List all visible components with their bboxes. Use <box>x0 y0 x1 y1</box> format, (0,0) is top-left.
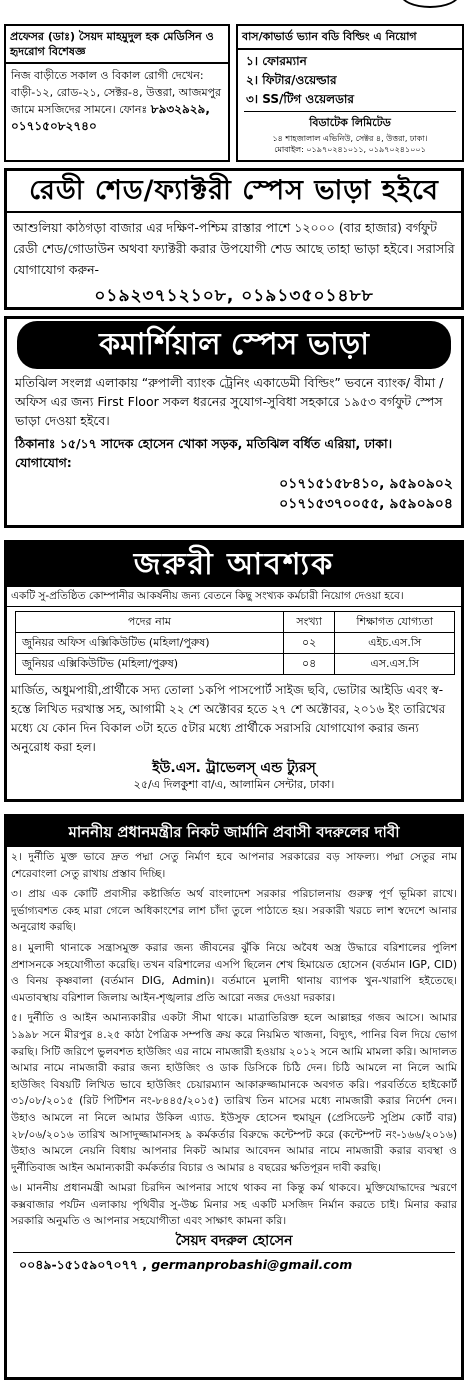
shed-ad-phones: ০১৯২৩৭১২১০৮, ০১৯১৩৫০১৪৮৮ <box>94 286 374 306</box>
table-cell: জুনিয়র এক্সিকিউটিভ (মহিলা/পুরুষ) <box>16 654 284 675</box>
urgent-ad-text: মার্জিত, অধুমপায়ী,প্রার্থীকে সদ্য তোলা ১কপি পাসপোর্ট সাইজ ছবি, ভোটার আইডি এবং স্ব-হস্তে লিখিত দরখাস্ত সহ, আগামী ২২ শে অক্টোবর হতে ২৭ শে অক্টোবর, ২০১৬ ইং তারিখের মধ্যে যে কোন দিন বিকাল ৩টা হতে ৫টার মধ্যে প্রার্থীকে সরাসরি যোগাযোগ করার জন্য অনুরোধ করা হল। <box>11 683 446 754</box>
table-cell: ০৪ <box>283 654 335 675</box>
doctor-ad-heading: প্রফেসর (ডাঃ) সৈয়দ মাহমুদুল হক মেডিসিন ও হৃদরোগ বিশেষজ্ঞ <box>6 26 228 64</box>
urgent-ad-company: ইউ.এস. ট্রাভেলস্ এন্ড ট্যুরস্ <box>152 760 316 776</box>
demand-ad-signature: সৈয়দ বদরুল হোসেন <box>175 1233 293 1250</box>
bus-body-ad <box>236 24 464 162</box>
demand-ad-phone: ০০৪৯-১৫১৫৯০৭০৭৭ , <box>19 1257 147 1273</box>
doctor-ad-text: নিজ বাড়ীতে সকাল ও বিকাল রোগী দেখেন: বাড়ী-১২, রোড-২১, সেক্টর-৪, উত্তরা, আজমপুর জামে মসজিদের সামনে। ফোনঃ <box>11 69 222 116</box>
table-row <box>16 633 455 654</box>
list-item: ৩। SS/টিগ ওয়েলডার <box>246 92 354 106</box>
urgent-ad-title: জরুরী আবশ্যক <box>7 543 461 587</box>
commercial-ad-address: ঠিকানাঃ ১৫/১৭ সাদেক হোসেন খোকা সড়ক, মতিঝিল বর্ধিত এরিয়া, ঢাকা। যোগাযোগ: <box>15 436 393 470</box>
demand-ad-email[interactable]: germanprobashi@gmail.com <box>151 1257 353 1273</box>
commercial-ad-phones-2: ০১৭১৫৩৭০০৫৫, ৯৫৯০৯০৪ <box>279 496 453 512</box>
demand-paragraph: ৫। দুর্নীতি ও আইন অমান্যকারীর একটা সীমা থাকে। মাত্রাতিরিক্ত হলে আল্লাহর গজব আসে। আমার ১৯৯৮ সনে মীরপুর ৪.২৫ কাঠা পৈত্রিক সম্পত্তি ক্রয় করে নিয়মিত খাজনা, বিদ্যুৎ, পানির বিল দিয়ে ভোগ করছি। সিটি জরিপে ভুলবশত হাউজিং এর নামে নামজারী হওয়ায় ২০১২ সনে আমি মামলা করি। আদালত আমার নামে নামজারী করার জন্য হাউজিং ও ডাক ডিসিকে চিঠি দেন। চিঠি আমলে না নিলে আমি হাউজিং বিষয়টি লিখিত ভাবে হাউজিং চেয়ারম্যান আকারুজ্জামানকে অবগত করি। পরবর্তিতে হাইকোর্ট ৩১/০৮/২০১৫ (রিট পিটিশন নং-৮৪৪৫/২০১৫) তারিখ তিন মাসের মধ্যে নামজারী করার নির্দেশ দেন। উহাও আমলে না নিলে আমার উকিল এ্যাড. ইউসুফ হোসেন হুমায়ূন (প্রেসিডেন্ট সুপ্রিম কোর্ট বার) ২৮/০৬/২০১৬ তারিখ আসাদুজ্জামানসহ ৯ কর্মকর্তার বিরুদ্ধে কন্টেম্পট করে (কন্টেম্পট নং-১৬৬/২০১৬) উহাও আমলে নেয়নি বিধায় আপনার নিকট আমার আবেদন আমার নামে নামজারী করার ব্যবস্থা ও দুর্নীতিবাজ আইন অমান্যকারী কর্মকর্তার বিচার ও আমার ৪ বছরের ক্ষতিপূরন দাবী করছি। <box>11 1011 457 1174</box>
column-header: সংখ্যা <box>283 612 335 633</box>
demand-paragraph: ৪। মুলাদী থানাকে সন্ত্রাসমুক্ত করার জন্য জীবনের ঝুঁকি নিয়ে অবৈধ অস্ত্র উদ্ধারে বরিশালের পুলিশ প্রশাসনকে সহযোগীতা করেছি। তখন বরিশালের এসপি ছিলেন শেখ হিমায়েত হোসেন (বর্তমান IGP, CID) ও বিনয় কৃষ্ণবালা (বর্তমান DIG, Admin)। বর্তমানে মুলাদী থানায় ব্যাপক খুন-খারাপি হইতেছে। এমতাবস্থায় বরিশাল জিলায় আইন-শৃঙ্খলার প্রতি আরো নজর দেওয়া দরকার। <box>11 940 457 1004</box>
shed-rent-ad <box>4 168 464 310</box>
doctor-ad-body <box>6 64 228 138</box>
table-cell: এস.এস.সি <box>335 654 455 675</box>
shed-ad-title: রেডী শেড/ফ্যাক্টরী স্পেস ভাড়া হইবে <box>7 171 461 213</box>
table-cell: জুনিয়র অফিস এক্সিকিউটিভ (মহিলা/পুরুষ) <box>16 633 284 654</box>
demand-paragraph: ২। দুর্নীতি মুক্ত ভাবে দ্রুত পদ্মা সেতু নির্মাণ হবে আপনার সরকারের বড় সাফল্য। পদ্মা সেতুর নাম শেরেবাংলা সেতু রাখায় প্রস্তাব দিচ্ছি। <box>11 850 457 880</box>
bus-ad-mobile: মোবাইল: ০১৯৭০২৪১০১১, ০১৯৭০২৪১০০১ <box>274 145 426 154</box>
table-cell: এইচ.এস.সি <box>335 633 455 654</box>
demand-paragraph: ৩। প্রায় এক কোটি প্রবাসীর কষ্টার্জিত অর্থ বাংলাদেশ সরকার পরিচালনায় গুরুত্ব পূর্ণ ভূমিকা রাখে। দুর্ভাগ্যবশত কেহ মারা গেলে অধিকাংশের লাশ চাঁদা তুলে পাঠাতে হয়। সরকারী খরচে লাশ স্বদেশে আনার অনুরোধ করছি। <box>11 887 457 934</box>
urgent-ad-table <box>15 611 455 675</box>
list-item: ২। ফিটার/ওয়েল্ডার <box>246 73 337 87</box>
commercial-ad-title: কমার্শিয়াল স্পেস ভাড়া <box>17 321 451 369</box>
table-cell: ০২ <box>283 633 335 654</box>
table-row <box>16 654 455 675</box>
demand-ad-title: মাননীয় প্রধানমন্ত্রীর নিকট জার্মানি প্রবাসী বদরুলের দাবী <box>7 817 461 847</box>
demand-letter-ad <box>4 814 464 1380</box>
shed-ad-text: আশুলিয়া কাঠগড়া বাজার এর দক্ষিণ-পশ্চিম রাস্তার পাশে ১২০০০ (বার হাজার) বর্গফুট রেডী শেড/গোডাউন অথবা ফ্যাক্টরী করার উপযোগী শেড আছে তাহা ভাড়া হইবে। সরাসরি যোগাযোগ করুন- <box>13 220 455 277</box>
doctor-ad <box>4 24 230 162</box>
column-header: শিক্ষাগত যোগ্যতা <box>335 612 455 633</box>
demand-paragraph: ৬। মাননীয় প্রধানমন্ত্রী আমরা চিরদিন আপনার সাথে থাকব না কিন্তু কর্ম থাকবে। মুক্তিযোদ্ধাদের স্মরণে কক্সবাজার পর্যটন এলাকায় পৃথিবীর সু-উচ্চ মিনার সহ একটি মসজিদ নির্মান করতে চাই। মিনার করার সরকারি অনুমতি ও আপনার সহযোগীতা এবং সাক্ষাৎ কামনা করি। <box>11 1181 457 1228</box>
commercial-ad-phones-1: ০১৭১৫১৫৮৪১০, ৯৫৯০৯০২ <box>279 476 453 492</box>
demand-ad-contact <box>13 1252 455 1277</box>
urgent-hiring-ad <box>4 540 464 802</box>
top-corner-mark <box>400 0 460 8</box>
bus-ad-company: বিডাটেক লিমিটেড <box>244 111 456 133</box>
urgent-ad-address: ২৫/এ দিলকুশা বা/এ, আলামিন সেন্টার, ঢাকা। <box>133 778 335 791</box>
bus-ad-heading: বাস/কাভার্ড ভ্যান বডি বিল্ডিং এ নিয়োগ <box>238 26 462 50</box>
urgent-ad-intro: একটি সু-প্রতিষ্ঠিত কোম্পানীর আকর্ষনীয় জন্য বেতনে কিছু সংখ্যক কর্মচারী নিয়োগ দেওয়া হবে। <box>7 587 461 607</box>
bus-ad-address: ১৪ শাহজালাল এভিনিউ, সেক্টর ৪, উত্তরা, ঢাকা। <box>272 134 428 143</box>
table-header-row <box>16 612 455 633</box>
commercial-space-ad <box>4 316 464 528</box>
doctor-ad-phone: ৮৯৩২৯২৯, ০১৭১৫০৮২৭৪০ <box>11 102 210 133</box>
column-header: পদের নাম <box>16 612 284 633</box>
commercial-ad-text: মতিঝিল সংলগ্ন এলাকায় “রুপালী ব্যাংক ট্রেনিং একাডেমী বিল্ডিং” ভবনে ব্যাংক/ বীমা / অফিস এর জন্য First Floor সকল ধরনের সুযোগ-সুবিধা সহকারে ১৯৫৩ বর্গফুট স্পেস ভাড়া দেওয়া হইবে। <box>15 375 444 428</box>
list-item: ১। ফোরম্যান <box>246 54 307 68</box>
bus-ad-position-list <box>238 50 462 111</box>
